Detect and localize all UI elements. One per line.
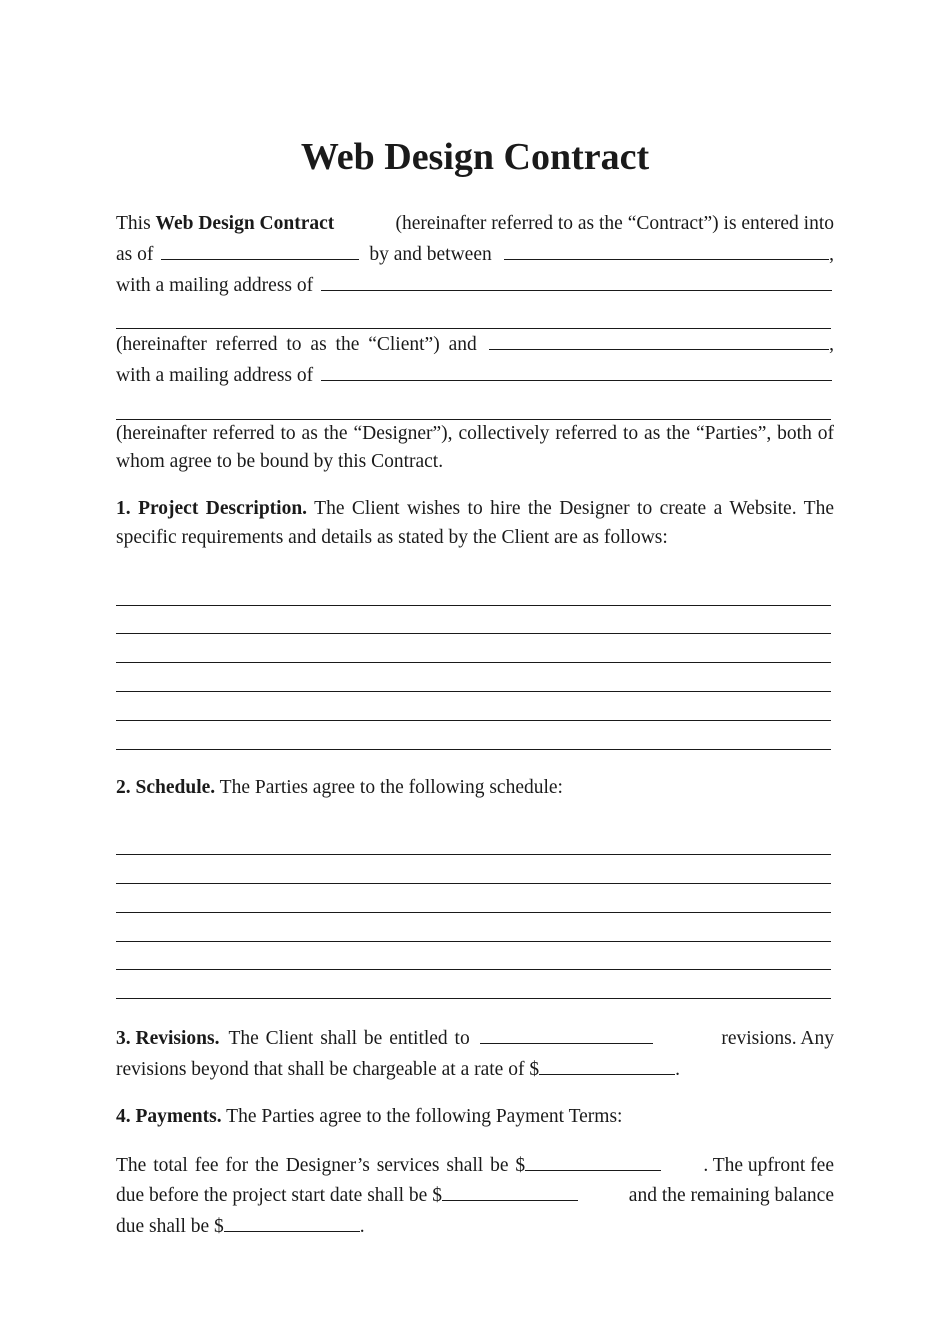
fee-text-c: due before the project start date shall be $ <box>116 1185 442 1207</box>
payment-line-3 <box>116 1211 834 1242</box>
section2-heading: 2. Schedule. <box>116 776 216 798</box>
intro-contract-name: Web Design Contract <box>155 213 335 234</box>
upfront-fee-field[interactable] <box>442 1180 578 1201</box>
section-schedule <box>116 774 834 803</box>
client-address-line-2[interactable] <box>116 391 831 420</box>
project-description-field[interactable] <box>116 577 831 606</box>
intro-as-of: as of <box>116 243 154 265</box>
remaining-balance-field[interactable] <box>224 1211 360 1232</box>
period: . <box>359 1216 365 1238</box>
document-title: Web Design Contract <box>300 136 650 178</box>
schedule-field[interactable] <box>116 913 831 942</box>
section3-heading: 3. Revisions. <box>116 1028 220 1050</box>
client-name-field[interactable] <box>489 329 829 350</box>
intro-line-1 <box>116 210 834 239</box>
fee-text-d: and the remaining balance <box>628 1185 834 1207</box>
fee-text-e: due shall be $ <box>116 1216 224 1238</box>
schedule-field[interactable] <box>116 970 831 999</box>
intro-by-between: by and between <box>369 243 492 265</box>
client-ref: (hereinafter referred to as the “Client”) and <box>116 334 477 356</box>
mailing-address-label: with a mailing address of <box>116 364 314 386</box>
revisions-count-field[interactable] <box>480 1023 653 1044</box>
comma: , <box>829 243 834 265</box>
payment-line-2 <box>116 1180 834 1211</box>
schedule-lines <box>116 826 834 999</box>
payment-terms <box>116 1150 834 1242</box>
project-description-field[interactable] <box>116 606 831 635</box>
comma: , <box>829 334 834 356</box>
fee-text-a: The total fee for the Designer’s services shall be $ <box>116 1154 526 1176</box>
schedule-field[interactable] <box>116 826 831 855</box>
revisions-line-1 <box>116 1023 834 1054</box>
intro-block <box>116 210 834 477</box>
intro-line-2 <box>116 239 834 270</box>
intro-line-3 <box>116 270 834 301</box>
total-fee-field[interactable] <box>525 1150 661 1171</box>
section2-text: The Parties agree to the following schedule: <box>219 776 563 798</box>
section-revisions <box>116 1023 834 1085</box>
section1-text: The Client wishes to hire the Designer to create a Website. The specific requirements and details as stated by the Client are as follows: <box>116 498 834 548</box>
section-payments <box>116 1103 834 1132</box>
fee-text-b: . The upfront fee <box>703 1154 834 1176</box>
project-description-field[interactable] <box>116 721 831 750</box>
project-description-field[interactable] <box>116 634 831 663</box>
effective-date-field[interactable] <box>161 239 359 260</box>
period: . <box>675 1058 680 1080</box>
payment-line-1 <box>116 1150 834 1181</box>
designer-address-line-2[interactable] <box>116 300 831 329</box>
section3-text-c: revisions beyond that shall be chargeable at a rate of $ <box>116 1058 540 1080</box>
project-description-lines <box>116 577 834 750</box>
intro-line-5 <box>116 329 834 360</box>
section1-heading: 1. Project Description. <box>116 498 308 520</box>
designer-ref-text: (hereinafter referred to as the “Designer”), collectively referred to as the “Parties”, both of whom agree to be bound by this Contract. <box>116 422 834 473</box>
schedule-field[interactable] <box>116 884 831 913</box>
intro-this: This <box>116 213 151 234</box>
project-description-field[interactable] <box>116 692 831 721</box>
mailing-address-label: with a mailing address of <box>116 274 314 296</box>
schedule-field[interactable] <box>116 942 831 971</box>
section4-heading: 4. Payments. <box>116 1105 222 1127</box>
designer-address-field[interactable] <box>321 270 832 291</box>
designer-name-field[interactable] <box>504 239 829 260</box>
section-project-description <box>116 495 834 553</box>
revision-rate-field[interactable] <box>539 1054 675 1075</box>
project-description-field[interactable] <box>116 663 831 692</box>
revisions-line-2 <box>116 1054 834 1085</box>
intro-rest-line1: (hereinafter referred to as the “Contract”) is entered into <box>395 213 834 234</box>
schedule-field[interactable] <box>116 855 831 884</box>
section3-text-b: revisions. Any <box>721 1028 835 1050</box>
client-address-field[interactable] <box>321 360 832 381</box>
section3-text-a: The Client shall be entitled to <box>228 1028 470 1050</box>
intro-line-6 <box>116 360 834 391</box>
section4-text: The Parties agree to the following Payment Terms: <box>226 1105 623 1127</box>
